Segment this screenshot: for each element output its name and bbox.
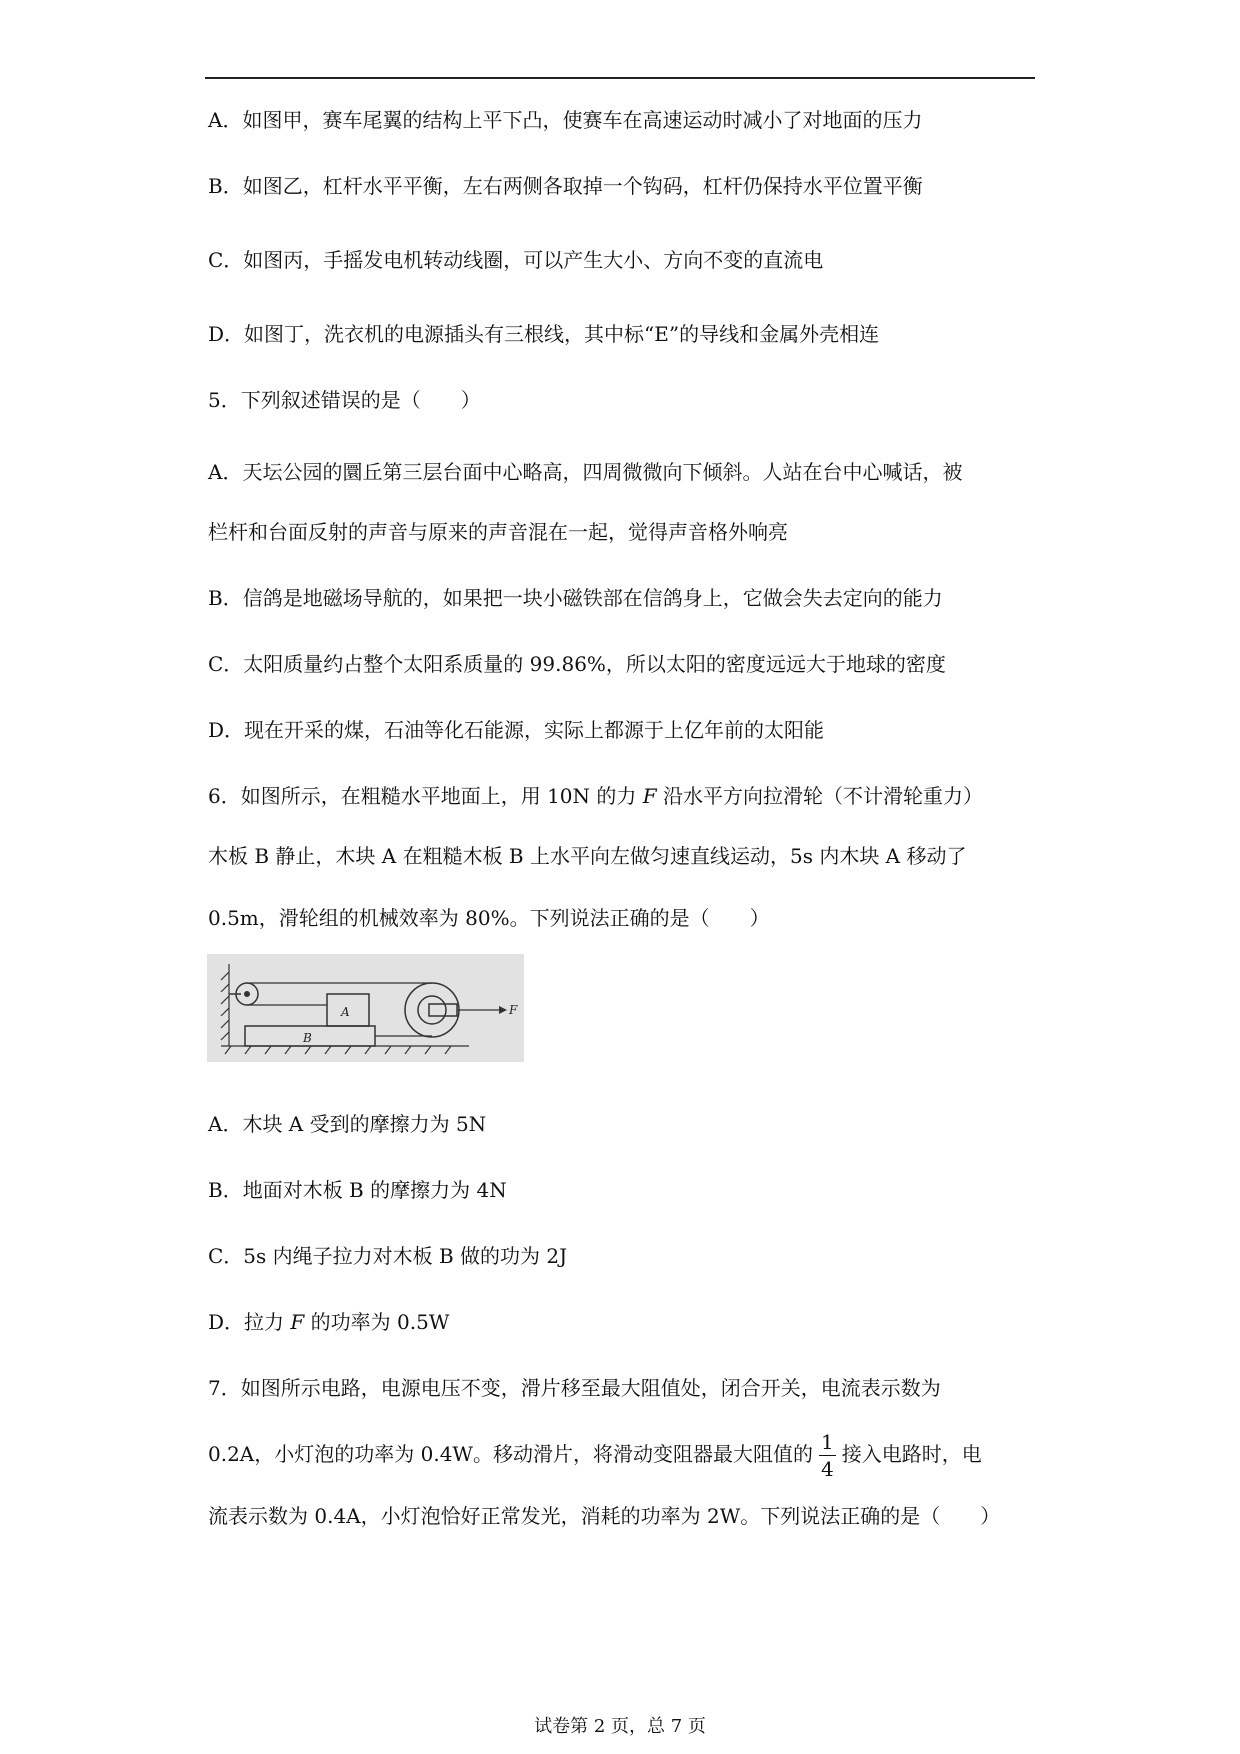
label-f: F xyxy=(509,1003,518,1017)
pulley-figure xyxy=(207,954,524,1062)
q4-option-a: A．如图甲，赛车尾翼的结构上平下凸，使赛车在高速运动时减小了对地面的压力 xyxy=(208,108,923,132)
q6-stem-line2: 木板 B 静止，木块 A 在粗糙木板 B 上水平向左做匀速直线运动，5s 内木块 A 移动了 xyxy=(208,844,967,868)
q6-force-symbol: F xyxy=(642,784,657,808)
q7-stem-line1: 7．如图所示电路，电源电压不变，滑片移至最大阻值处，闭合开关，电流表示数为 xyxy=(208,1376,941,1400)
q7-stem-line2: 0.2A，小灯泡的功率为 0.4W。移动滑片，将滑动变阻器最大阻值的 $\frac{1}{4}$ 接入电路时，电 xyxy=(208,1430,982,1481)
q6-option-a: A．木块 A 受到的摩擦力为 5N xyxy=(208,1112,487,1136)
q6-stem-line3: 0.5m，滑轮组的机械效率为 80%。下列说法正确的是（ ） xyxy=(208,906,770,930)
header-rule xyxy=(205,77,1035,79)
q5-option-c: C．太阳质量约占整个太阳系质量的 99.86%，所以太阳的密度远远大于地球的密度 xyxy=(208,652,946,676)
q6-option-d: D．拉力 F 的功率为 0.5W xyxy=(208,1310,450,1334)
q5-option-a-line2: 栏杆和台面反射的声音与原来的声音混在一起，觉得声音格外响亮 xyxy=(208,520,788,544)
label-b: B xyxy=(303,1031,312,1045)
label-a: A xyxy=(341,1005,350,1019)
q7-stem-line3: 流表示数为 0.4A，小灯泡恰好正常发光，消耗的功率为 2W。下列说法正确的是（ ） xyxy=(208,1504,1001,1528)
q4-option-c: C．如图丙，手摇发电机转动线圈，可以产生大小、方向不变的直流电 xyxy=(208,248,824,272)
page-footer: 试卷第 2 页，总 7 页 xyxy=(534,1716,706,1737)
q5-option-a-line1: A．天坛公园的圜丘第三层台面中心略高，四周微微向下倾斜。人站在台中心喊话，被 xyxy=(208,460,963,484)
q4-option-d: D．如图丁，洗衣机的电源插头有三根线，其中标“E”的导线和金属外壳相连 xyxy=(208,322,880,346)
q5-option-b: B．信鸽是地磁场导航的，如果把一块小磁铁部在信鸽身上，它做会失去定向的能力 xyxy=(208,586,943,610)
q5-stem: 5．下列叙述错误的是（ ） xyxy=(208,388,481,412)
q4-option-b: B．如图乙，杠杆水平平衡，左右两侧各取掉一个钩码，杠杆仍保持水平位置平衡 xyxy=(208,174,923,198)
q6-option-b: B．地面对木板 B 的摩擦力为 4N xyxy=(208,1178,507,1202)
fraction-one-quarter: $\frac{1}{4}$ xyxy=(820,1430,834,1481)
q6-option-c: C．5s 内绳子拉力对木板 B 做的功为 2J xyxy=(208,1244,568,1268)
q5-option-d: D．现在开采的煤，石油等化石能源，实际上都源于上亿年前的太阳能 xyxy=(208,718,825,742)
q6-stem-line1: 6．如图所示，在粗糙水平地面上，用 10N 的力 F 沿水平方向拉滑轮（不计滑轮重力） xyxy=(208,784,983,808)
